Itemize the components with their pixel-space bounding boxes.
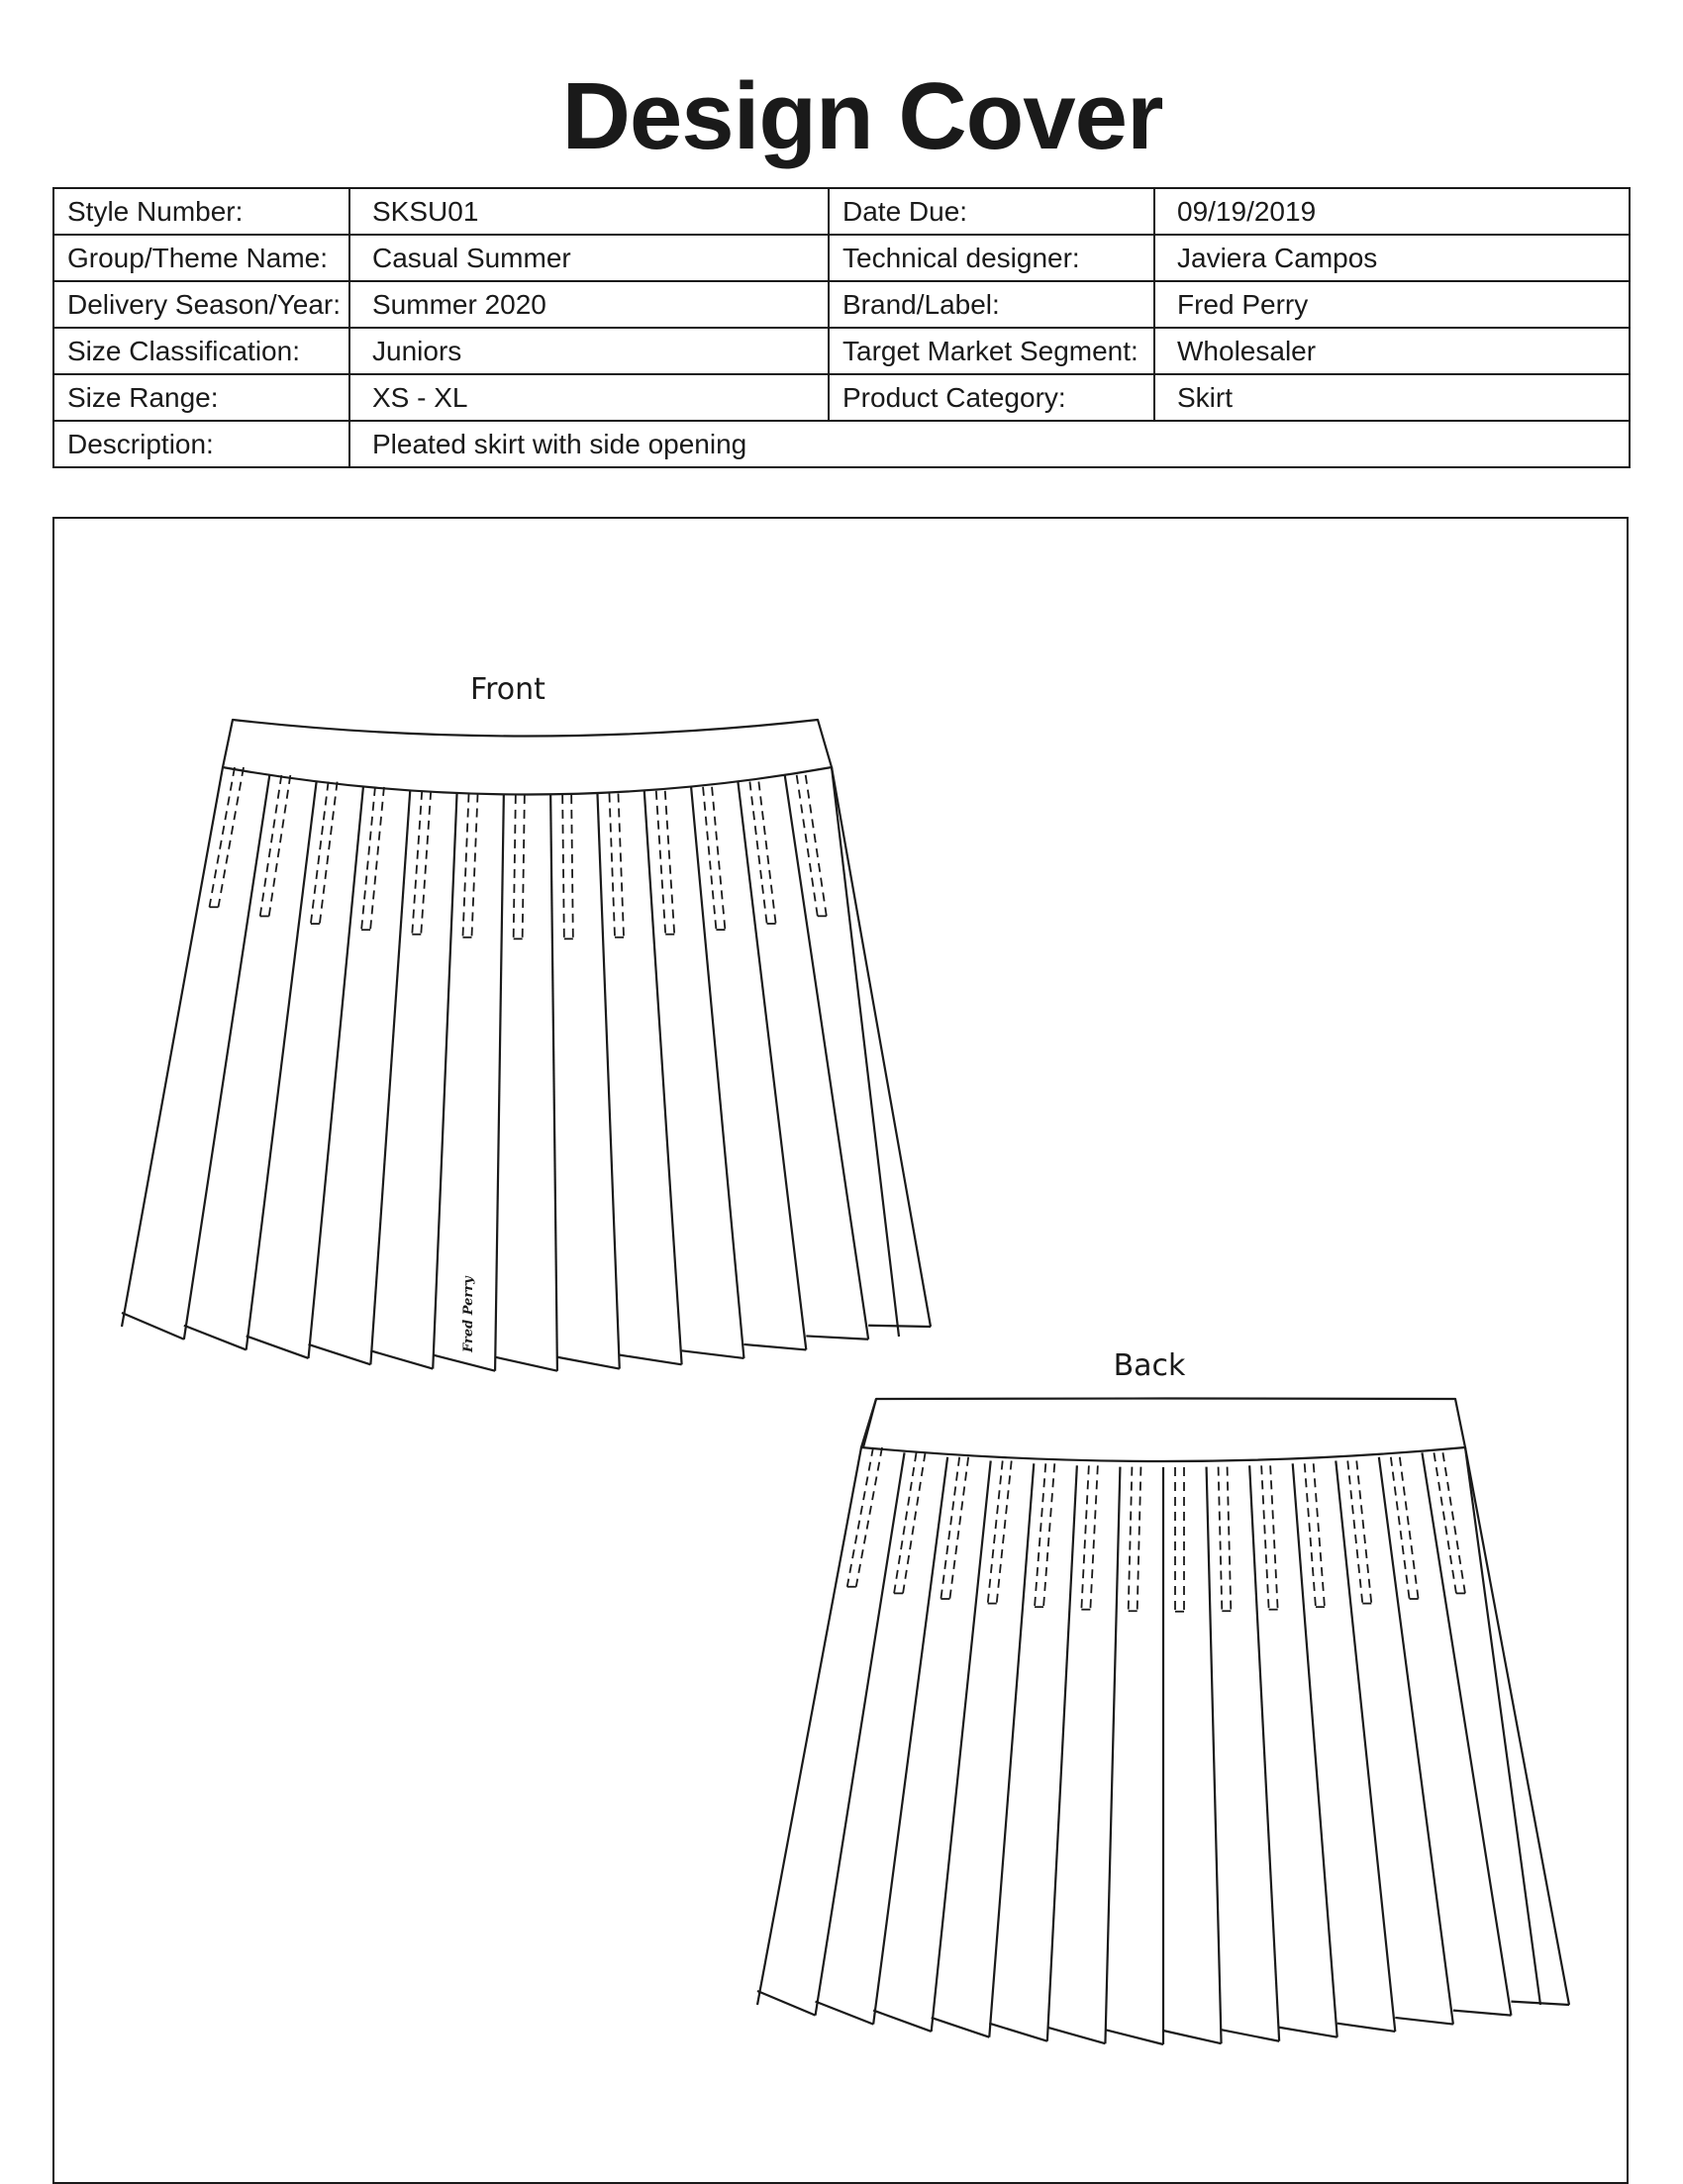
pleat-stitch bbox=[797, 775, 818, 916]
pleat-stitch bbox=[1219, 1467, 1223, 1612]
pleat-stitch bbox=[269, 775, 291, 916]
pleat-stitch bbox=[1442, 1452, 1465, 1593]
pleat-line bbox=[757, 1447, 861, 2005]
pleat-stitch bbox=[1228, 1467, 1232, 1612]
side-panel-line bbox=[832, 767, 899, 1337]
pleat-stitch bbox=[618, 793, 624, 937]
page-title: Design Cover bbox=[561, 63, 1163, 169]
hem-segment bbox=[247, 1336, 309, 1358]
back-skirt-view bbox=[757, 1348, 1569, 2044]
pleat-stitch bbox=[903, 1452, 926, 1593]
pleat-stitch bbox=[571, 795, 573, 939]
brand-mark: Fred Perry bbox=[461, 1276, 476, 1352]
pleat-line bbox=[1047, 1465, 1077, 2040]
pleat-stitch bbox=[1356, 1460, 1371, 1603]
pleat-stitch bbox=[562, 795, 564, 939]
spec-value: Wholesaler bbox=[1154, 328, 1630, 374]
pleat-line bbox=[550, 795, 557, 1371]
pleat-stitch bbox=[894, 1452, 917, 1593]
pleat-stitch bbox=[471, 794, 477, 938]
hem-segment bbox=[620, 1355, 682, 1365]
hem-segment bbox=[184, 1326, 247, 1350]
hem-segment bbox=[932, 2018, 990, 2037]
spec-value: Summer 2020 bbox=[349, 281, 829, 328]
hem-segment bbox=[1047, 2028, 1106, 2043]
pleat-stitch bbox=[997, 1460, 1012, 1603]
spec-label: Product Category: bbox=[829, 374, 1154, 421]
hem-segment bbox=[1279, 2028, 1337, 2037]
hem-segment bbox=[1337, 2024, 1396, 2032]
pleat-stitch bbox=[806, 775, 827, 916]
pleat-stitch bbox=[421, 791, 431, 935]
pleat-stitch bbox=[758, 781, 775, 923]
pleat-stitch bbox=[1347, 1460, 1362, 1603]
spec-label: Date Due: bbox=[829, 188, 1154, 235]
pleat-line bbox=[989, 1463, 1034, 2036]
hem-segment bbox=[1395, 2018, 1453, 2025]
spec-label: Target Market Segment: bbox=[829, 328, 1154, 374]
hem-segment bbox=[433, 1355, 495, 1371]
hem-segment bbox=[873, 2011, 932, 2032]
hem-segment bbox=[989, 2024, 1047, 2041]
hem-segment bbox=[816, 2002, 874, 2025]
spec-label: Size Classification: bbox=[53, 328, 349, 374]
hem-segment bbox=[806, 1336, 868, 1339]
pleat-line bbox=[816, 1452, 905, 2015]
waistband bbox=[223, 720, 832, 795]
hem-segment bbox=[495, 1357, 557, 1371]
spec-label: Delivery Season/Year: bbox=[53, 281, 349, 328]
hem-segment bbox=[682, 1350, 744, 1358]
back-view-label: Back bbox=[1113, 1348, 1186, 1383]
pleat-stitch bbox=[1305, 1463, 1316, 1607]
spec-value: 09/19/2019 bbox=[1154, 188, 1630, 235]
pleat-stitch bbox=[1043, 1463, 1054, 1607]
pleat-line bbox=[1105, 1467, 1120, 2044]
pleat-line bbox=[691, 787, 743, 1358]
hem-segment bbox=[1163, 2031, 1222, 2043]
pleat-line bbox=[1207, 1467, 1222, 2044]
front-view-label: Front bbox=[470, 672, 545, 707]
pleat-stitch bbox=[1400, 1457, 1419, 1599]
spec-label: Group/Theme Name: bbox=[53, 235, 349, 281]
pleat-stitch bbox=[988, 1460, 1003, 1603]
hem-segment bbox=[557, 1357, 620, 1369]
spec-label: Style Number: bbox=[53, 188, 349, 235]
pleat-stitch bbox=[1138, 1467, 1141, 1612]
spec-label: Description: bbox=[53, 421, 349, 467]
pleat-line bbox=[785, 775, 868, 1340]
waistband bbox=[861, 1399, 1465, 1462]
hem-segment bbox=[1105, 2030, 1163, 2044]
pleat-stitch bbox=[1434, 1452, 1456, 1593]
pleat-stitch bbox=[523, 795, 525, 939]
pleat-line bbox=[644, 791, 682, 1365]
side-panel-line bbox=[1465, 1447, 1540, 2005]
pleat-stitch bbox=[1129, 1467, 1133, 1612]
hem-segment bbox=[757, 1991, 816, 2016]
spec-value: Javiera Campos bbox=[1154, 235, 1630, 281]
pleat-stitch bbox=[609, 793, 615, 937]
pleat-line bbox=[1249, 1465, 1279, 2040]
hem-segment bbox=[370, 1350, 433, 1368]
pleat-line bbox=[495, 795, 504, 1371]
back-skirt-drawing bbox=[757, 1399, 1569, 2045]
pleat-stitch bbox=[656, 791, 665, 935]
pleat-line bbox=[1336, 1460, 1395, 2031]
pleat-stitch bbox=[260, 775, 282, 916]
hem-segment bbox=[743, 1344, 806, 1349]
pleat-stitch bbox=[1081, 1465, 1089, 1609]
pleat-stitch bbox=[1261, 1465, 1269, 1609]
pleat-stitch bbox=[462, 794, 468, 938]
pleat-line bbox=[370, 791, 410, 1364]
hem-segment bbox=[309, 1344, 371, 1364]
spec-value: XS - XL bbox=[349, 374, 829, 421]
pleat-line bbox=[433, 794, 456, 1369]
spec-label: Technical designer: bbox=[829, 235, 1154, 281]
pleat-stitch bbox=[1391, 1457, 1410, 1599]
front-skirt-view bbox=[122, 672, 931, 1371]
spec-value: Casual Summer bbox=[349, 235, 829, 281]
pleat-line bbox=[738, 781, 806, 1349]
pleat-stitch bbox=[940, 1457, 959, 1599]
spec-value: Juniors bbox=[349, 328, 829, 374]
pleat-line bbox=[932, 1460, 991, 2031]
spec-label: Brand/Label: bbox=[829, 281, 1154, 328]
pleat-line bbox=[1293, 1463, 1337, 2036]
spec-label: Size Range: bbox=[53, 374, 349, 421]
pleat-stitch bbox=[949, 1457, 968, 1599]
spec-value: Pleated skirt with side opening bbox=[349, 421, 1630, 467]
pleat-line bbox=[1422, 1452, 1511, 2015]
hem-segment bbox=[1453, 2011, 1512, 2016]
pleat-line bbox=[1379, 1457, 1453, 2025]
hem-segment bbox=[1222, 2030, 1280, 2041]
pleat-stitch bbox=[1270, 1465, 1278, 1609]
pleat-line bbox=[597, 793, 619, 1368]
pleat-line bbox=[122, 767, 223, 1327]
front-skirt-drawing bbox=[122, 720, 931, 1371]
pleat-stitch bbox=[1314, 1463, 1325, 1607]
pleat-stitch bbox=[514, 795, 516, 939]
hem-segment bbox=[122, 1313, 184, 1340]
pleat-line bbox=[1465, 1447, 1569, 2005]
pleat-line bbox=[832, 767, 931, 1327]
pleat-stitch bbox=[412, 791, 422, 935]
spec-value: Fred Perry bbox=[1154, 281, 1630, 328]
pleat-stitch bbox=[320, 782, 338, 924]
hem-segment bbox=[868, 1326, 931, 1327]
spec-value: SKSU01 bbox=[349, 188, 829, 235]
pleat-stitch bbox=[665, 791, 674, 935]
pleat-stitch bbox=[1090, 1465, 1098, 1609]
side-panel-line bbox=[863, 1399, 876, 1447]
pleat-stitch bbox=[1035, 1463, 1045, 1607]
spec-value: Skirt bbox=[1154, 374, 1630, 421]
